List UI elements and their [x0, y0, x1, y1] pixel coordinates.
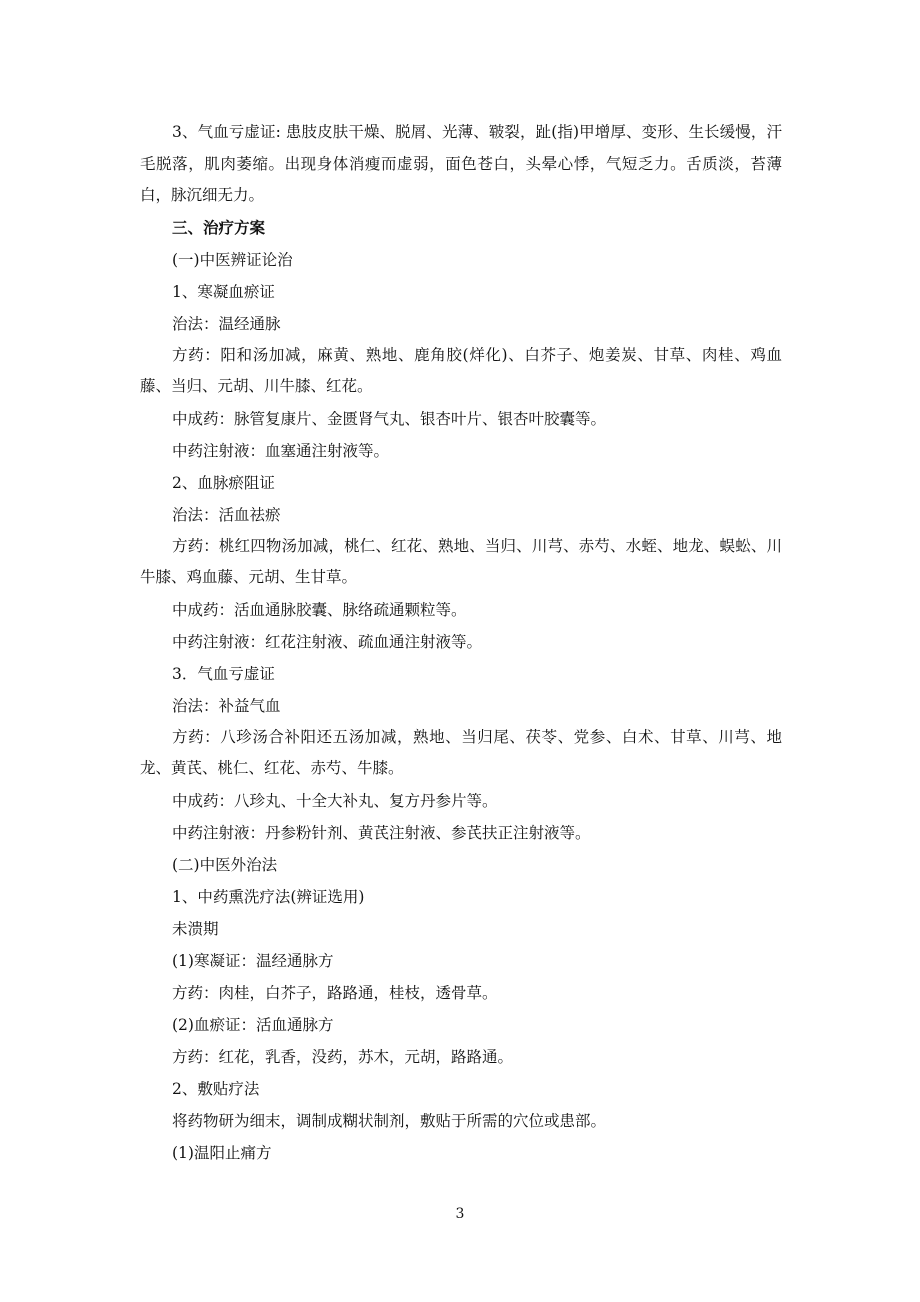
injection-3: 中药注射液：丹参粉针剂、黄芪注射液、参芪扶正注射液等。: [172, 823, 591, 842]
paragraph-qixue-kuixu-symptoms: 3、气血亏虚证: 患肢皮肤干燥、脱屑、光薄、皲裂，趾(指)甲增厚、变形、生长缓慢，汗毛脱落，肌肉萎缩。出现身体消瘦而虚弱，面色苍白，头晕心悸，气短乏力。舌质淡，苔薄白，脉沉细无力。: [140, 123, 782, 204]
subsection-external-treatment: (二)中医外治法: [172, 855, 278, 874]
subitem-cold-syndrome: (1)寒凝证：温经通脉方: [172, 951, 334, 970]
subitem-warming-analgesic: (1)温阳止痛方: [172, 1143, 272, 1162]
patent-medicine-3: 中成药：八珍丸、十全大补丸、复方丹参片等。: [172, 791, 498, 810]
section-heading-treatment-plan: 三、治疗方案: [172, 217, 266, 237]
formula-paragraph-1: 方药：阳和汤加减，麻黄、熟地、鹿角胶(烊化)、白芥子、炮姜炭、甘草、肉桂、鸡血藤、当归、元胡、川牛膝、红花。: [140, 345, 782, 395]
treatment-method-3: 治法：补益气血: [172, 696, 281, 715]
application-description: 将药物研为细末，调制成糊状制剂，敷贴于所需的穴位或患部。: [172, 1111, 607, 1130]
formula-cold-syndrome: 方药：肉桂，白芥子，路路通，桂枝，透骨草。: [172, 983, 498, 1002]
item-qi-blood-deficiency: 3．气血亏虚证: [172, 664, 275, 683]
formula-blood-stasis-syndrome: 方药：红花，乳香，没药，苏木，元胡，路路通。: [172, 1047, 514, 1066]
item-blood-stasis-obstruction: 2、血脉瘀阻证: [172, 473, 275, 492]
treatment-method-1: 治法：温经通脉: [172, 314, 281, 333]
subitem-blood-stasis-syndrome: (2)血瘀证：活血通脉方: [172, 1015, 334, 1034]
item-fumigation-washing: 1、中药熏洗疗法(辨证选用): [172, 887, 365, 906]
formula-paragraph-2: 方药：桃红四物汤加减，桃仁、红花、熟地、当归、川芎、赤芍、水蛭、地龙、蜈蚣、川牛膝、鸡血藤、元胡、生甘草。: [140, 536, 782, 586]
page-body: [140, 117, 782, 1169]
subsection-tcm-differentiation: (一)中医辨证论治: [172, 250, 293, 269]
stage-pre-ulceration: 未溃期: [172, 919, 219, 938]
patent-medicine-2: 中成药：活血通脉胶囊、脉络疏通颗粒等。: [172, 600, 467, 619]
page-number: 3: [455, 1206, 465, 1222]
injection-2: 中药注射液：红花注射液、疏血通注射液等。: [172, 632, 483, 651]
item-application-therapy: 2、敷贴疗法: [172, 1079, 260, 1098]
injection-1: 中药注射液：血塞通注射液等。: [172, 441, 390, 460]
item-cold-blood-stasis: 1、寒凝血瘀证: [172, 282, 275, 301]
treatment-method-2: 治法：活血祛瘀: [172, 505, 281, 524]
patent-medicine-1: 中成药：脉管复康片、金匮肾气丸、银杏叶片、银杏叶胶囊等。: [172, 409, 607, 428]
formula-paragraph-3: 方药：八珍汤合补阳还五汤加减，熟地、当归尾、茯苓、党参、白术、甘草、川芎、地龙、黄芪、桃仁、红花、赤芍、牛膝。: [140, 727, 782, 777]
